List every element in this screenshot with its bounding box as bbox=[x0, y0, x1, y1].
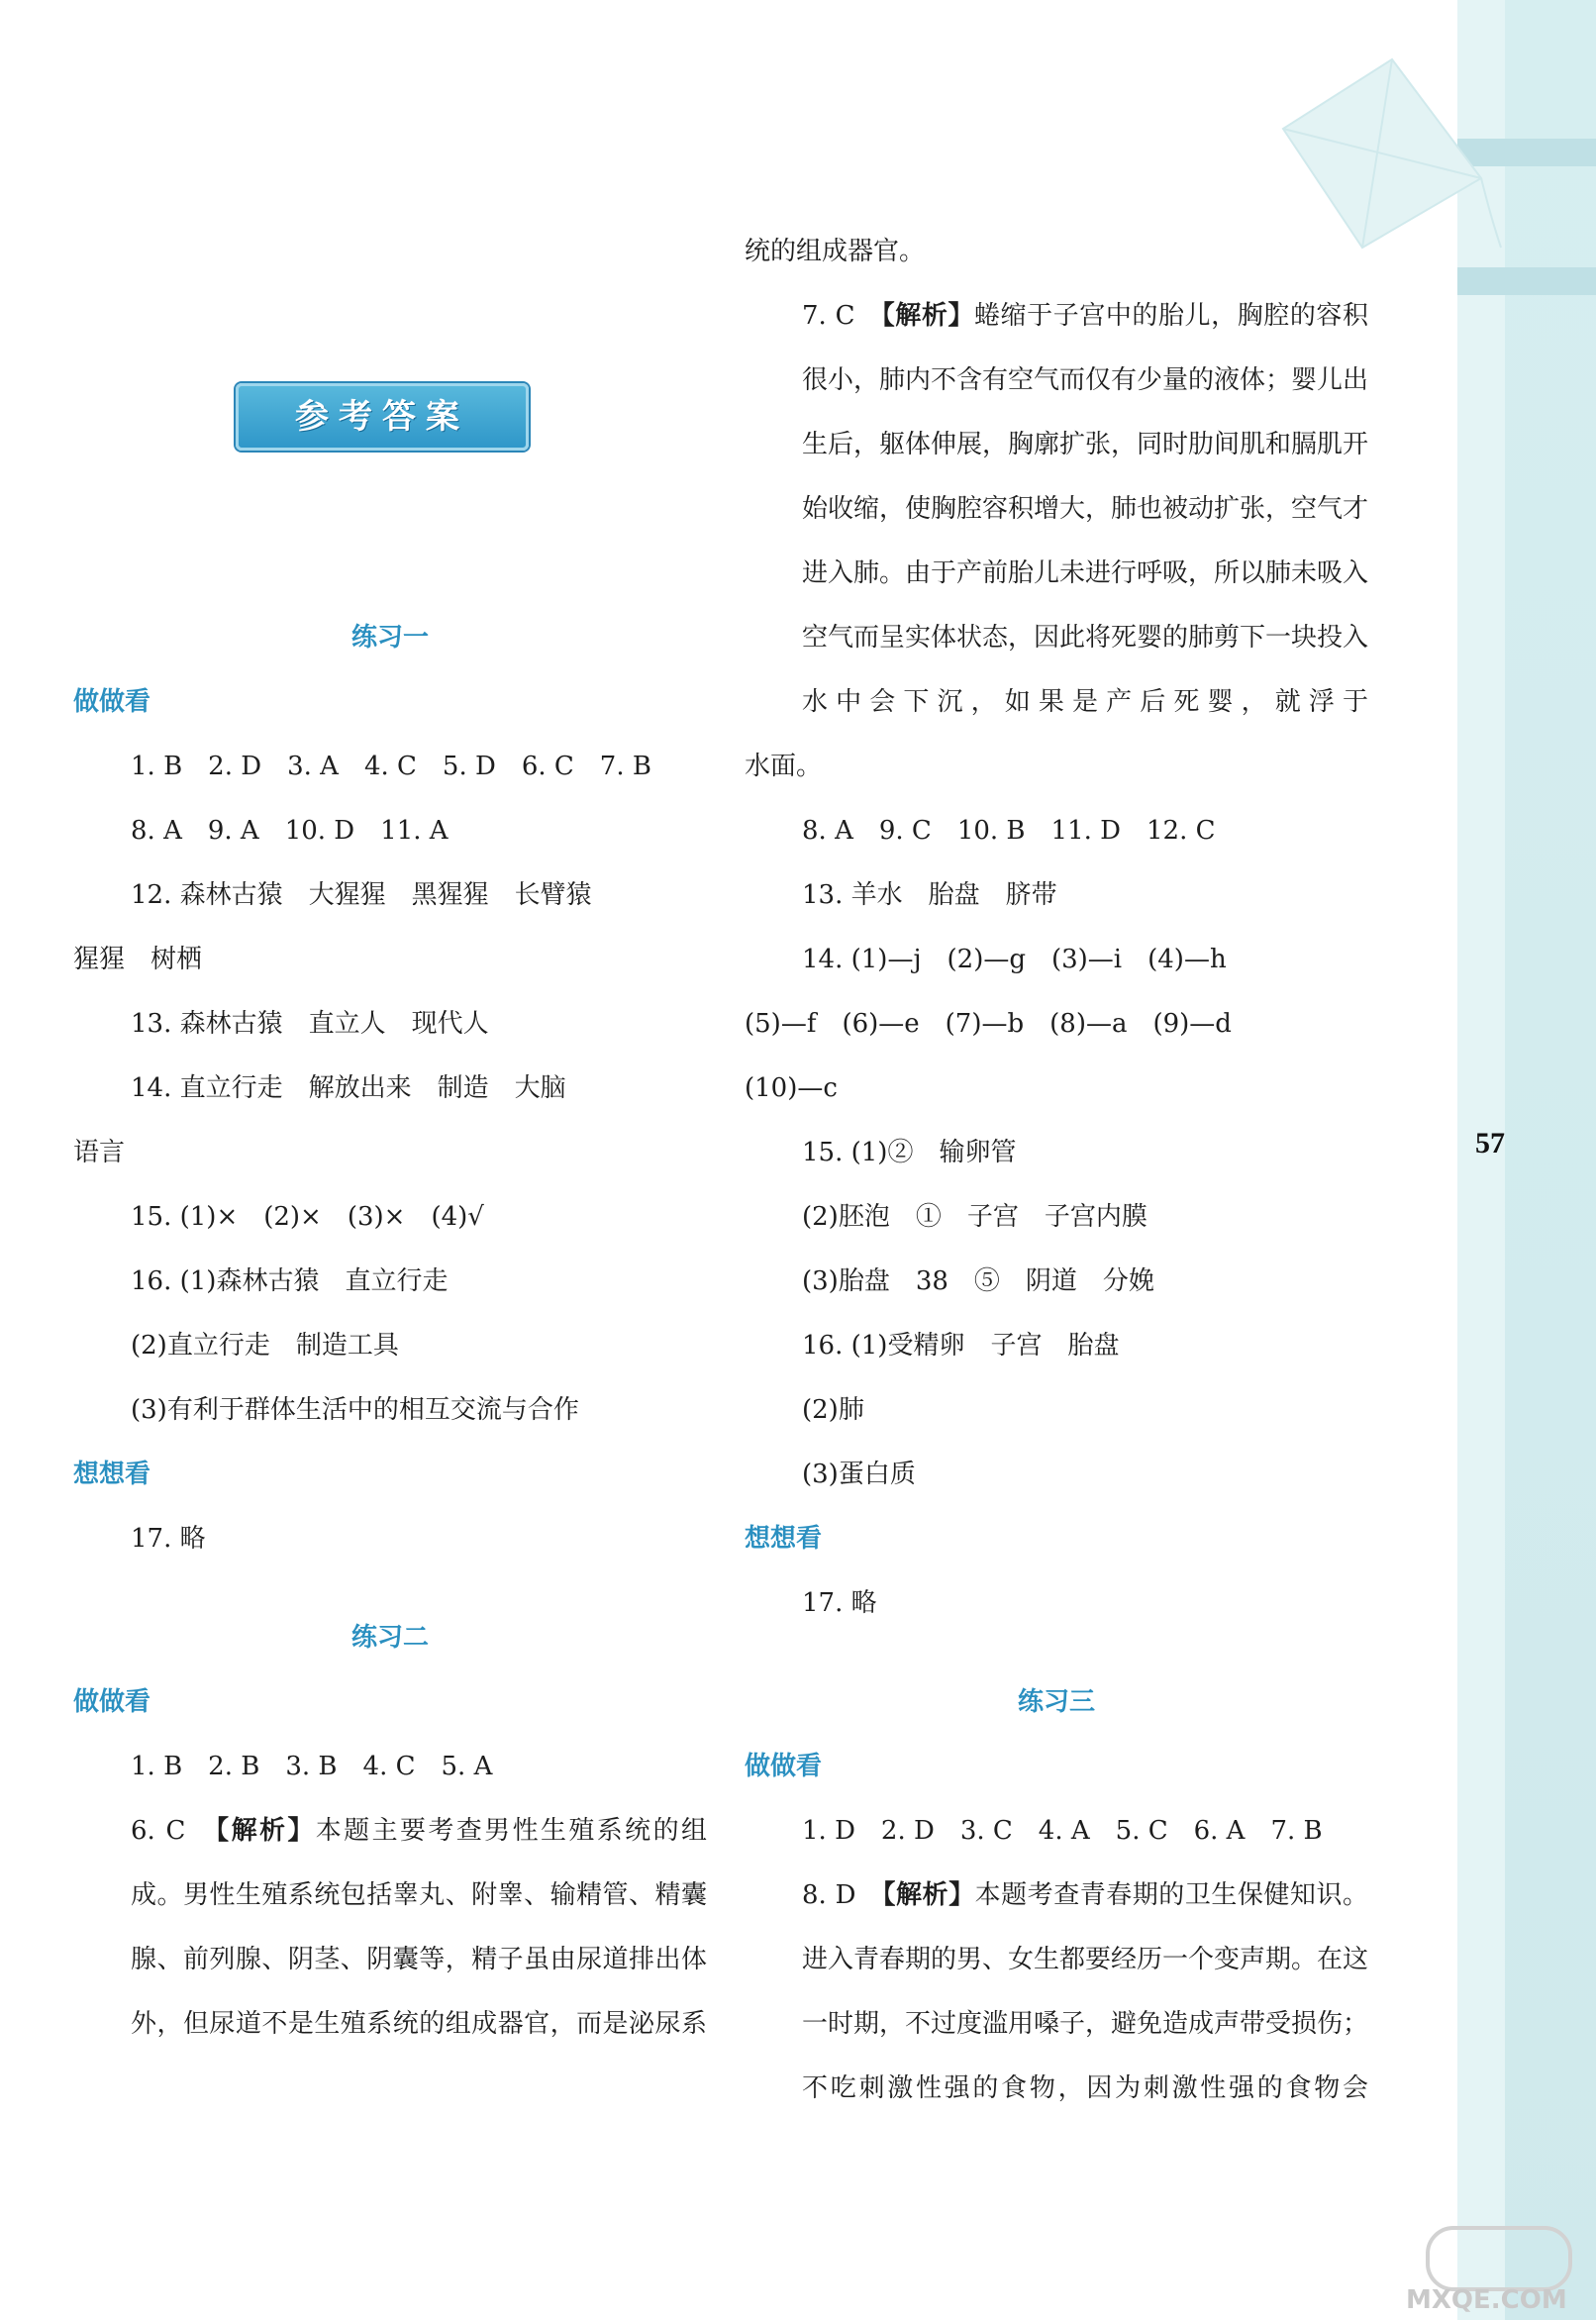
answer-paragraph-q7 bbox=[745, 284, 1368, 735]
answer-line: (3)有利于群体生活中的相互交流与合作 bbox=[131, 1395, 579, 1425]
answer-line: (3)胎盘 38 ⑤ 阴道 分娩 bbox=[802, 1266, 1154, 1296]
answer-line: 17. 略 bbox=[802, 1588, 877, 1618]
section-do-it: 做做看 bbox=[73, 1687, 151, 1717]
answer-line: 12. 森林古猿 大猩猩 黑猩猩 长臂猿 bbox=[131, 880, 592, 910]
answer-line: 16. (1)森林古猿 直立行走 bbox=[131, 1266, 449, 1296]
analysis-label: 【解析】 bbox=[881, 301, 974, 331]
section-think-it: 想想看 bbox=[73, 1460, 151, 1489]
answer-line: 猩猩 树栖 bbox=[73, 945, 203, 974]
exercise-2-title: 练习二 bbox=[350, 1623, 429, 1653]
answer-line: 17. 略 bbox=[131, 1524, 206, 1554]
analysis-label: 【解析】 bbox=[216, 1816, 316, 1846]
answer-line: 8. A 9. C 10. B 11. D 12. C bbox=[802, 816, 1216, 846]
answer-paragraph-q6 bbox=[73, 1799, 707, 2057]
answer-line: (2)直立行走 制造工具 bbox=[131, 1331, 399, 1361]
left-column bbox=[73, 606, 707, 2057]
page-number: 57 bbox=[1475, 1127, 1505, 1160]
analysis-text: 本题主要考查男性生殖系统的组成。男性生殖系统包括睾丸、附睾、输精管、精囊腺、前列腺、阴茎、阴囊等，精子虽由尿道排出体外，但尿道不是生殖系统的组成器官，而是泌尿系 bbox=[131, 1816, 707, 2039]
answer-line: 16. (1)受精卵 子宫 胎盘 bbox=[802, 1331, 1120, 1361]
answer-line: (2)肺 bbox=[802, 1395, 864, 1425]
question-number: 7. C bbox=[802, 301, 882, 331]
answer-line: 统的组成器官。 bbox=[745, 237, 926, 266]
answer-line: 13. 森林古猿 直立人 现代人 bbox=[131, 1009, 489, 1039]
answer-line: (2)胚泡 ① 子宫 子宫内膜 bbox=[802, 1202, 1147, 1232]
question-number: 8. D bbox=[802, 1880, 883, 1910]
answer-line: 1. B 2. B 3. B 4. C 5. A bbox=[131, 1752, 493, 1781]
right-column bbox=[745, 220, 1368, 2121]
answer-line: 15. (1)② 输卵管 bbox=[802, 1138, 1017, 1167]
watermark-text: MXQE.COM bbox=[1406, 2285, 1567, 2315]
analysis-text: 本题考查青春期的卫生保健知识。进入青春期的男、女生都要经历一个变声期。在这一时期，不过度滥用嗓子，避免造成声带受损伤；不吃刺激性强的食物，因为刺激性强的食物会 bbox=[802, 1880, 1369, 2103]
answer-line: (10)—c bbox=[745, 1073, 838, 1103]
answer-line: 水面。 bbox=[745, 752, 823, 781]
section-think-it: 想想看 bbox=[745, 1524, 823, 1554]
answer-line: 8. A 9. A 10. D 11. A bbox=[131, 816, 449, 846]
question-number: 6. C bbox=[131, 1816, 217, 1846]
analysis-label: 【解析】 bbox=[882, 1880, 975, 1910]
answer-line: 13. 羊水 胎盘 脐带 bbox=[802, 880, 1057, 910]
watermark-logo bbox=[1426, 2226, 1572, 2291]
answer-line: 1. B 2. D 3. A 4. C 5. D 6. C 7. B bbox=[131, 752, 651, 781]
answer-key-badge: 参考答案 bbox=[236, 383, 529, 451]
answer-line: 15. (1)× (2)× (3)× (4)√ bbox=[131, 1202, 484, 1232]
section-do-it: 做做看 bbox=[73, 687, 151, 717]
spacer bbox=[745, 1636, 1368, 1670]
answer-line: (3)蛋白质 bbox=[802, 1460, 916, 1489]
decorative-band bbox=[1457, 267, 1596, 295]
exercise-3-title: 练习三 bbox=[1017, 1687, 1095, 1717]
answer-line: 14. 直立行走 解放出来 制造 大脑 bbox=[131, 1073, 566, 1103]
answer-line: 14. (1)—j (2)—g (3)—i (4)—h bbox=[802, 945, 1227, 974]
analysis-text: 蜷缩于子宫中的胎儿，胸腔的容积很小，肺内不含有空气而仅有少量的液体；婴儿出生后，躯体伸展，胸廓扩张，同时肋间肌和膈肌开始收缩，使胸腔容积增大，肺也被动扩张，空气才进入肺。由于产前胎儿未进行呼吸，所以肺未吸入空气而呈实体状态，因此将死婴的肺剪下一块投入水中会下沉，如果是产后死婴，就浮于 bbox=[802, 301, 1369, 717]
section-do-it: 做做看 bbox=[745, 1752, 823, 1781]
answer-paragraph-q8 bbox=[745, 1864, 1368, 2121]
spacer bbox=[73, 1571, 707, 1606]
answer-line: 1. D 2. D 3. C 4. A 5. C 6. A 7. B bbox=[802, 1816, 1323, 1846]
answer-line: 语言 bbox=[73, 1138, 126, 1167]
exercise-1-title: 练习一 bbox=[350, 623, 429, 653]
answer-line: (5)—f (6)—e (7)—b (8)—a (9)—d bbox=[745, 1009, 1232, 1039]
